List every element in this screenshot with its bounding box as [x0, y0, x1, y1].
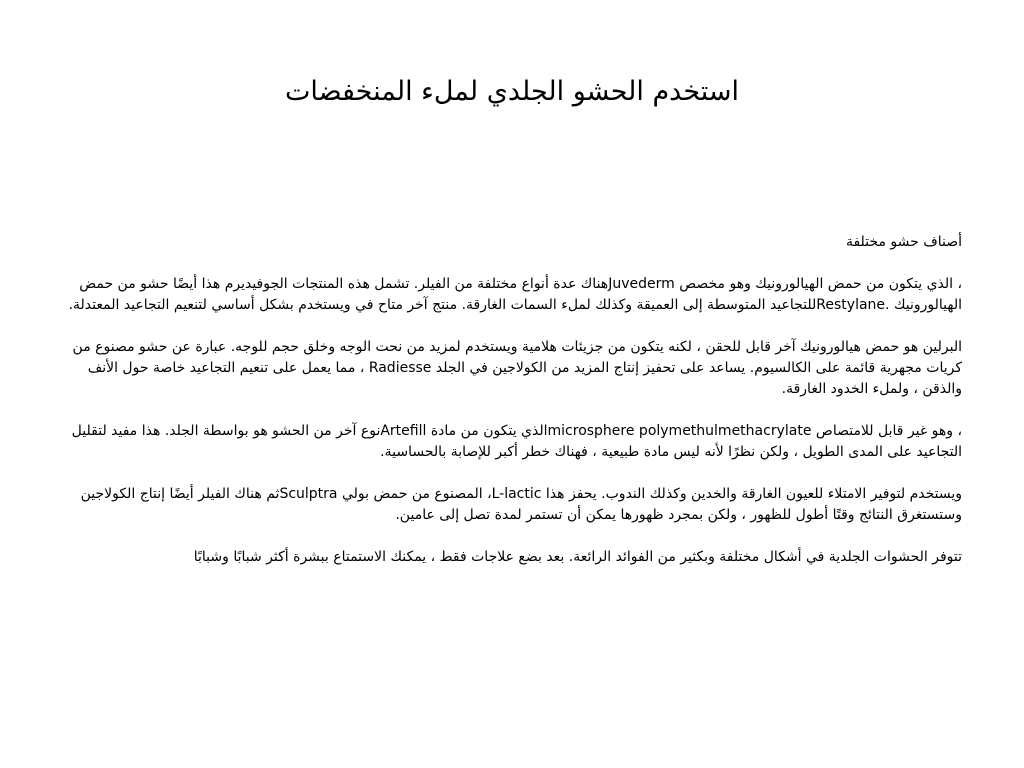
paragraph-perlane-radiesse: البرلين هو حمض هيالورونيك آخر قابل للحقن ، لكنه يتكون من جزيئات هلامية ويستخدم لمزيد من نحت الوجه وخلق حجم للوجه. عبارة عن حشو مصنوع من كريات مجهرية قائمة على الكالسيوم. يساعد على تحفيز إنتاج المزيد من الكولاجين في الجلد Radiesse ، مما يعمل على تنعيم التجاعيد خاصة حول الأنف والذقن ، ولملء الخدود الغارقة. — [72, 339, 962, 397]
paragraph-juvederm-restylane: ، الذي يتكون من حمض الهيالورونيك وهو مخصص Juvedermهناك عدة أنواع مختلفة من الفيلر. تشمل هذه المنتجات الجوفيديرم هذا أيضًا حشو من حمض الهيالورونيك .Restylaneللتجاعيد المتوسطة إلى العميقة وكذلك لملء السمات الغارقة. منتج آخر متاح في ويستخدم بشكل أساسي لتنعيم التجاعيد المعتدلة. — [68, 276, 962, 313]
paragraph-sculptra: ويستخدم لتوفير الامتلاء للعيون الغارقة والخدين وكذلك الندوب. يحفز هذا L-lactic، المصنوع من حمض بولي Sculptraثم هناك الفيلر أيضًا إنتاج الكولاجين وستستغرق النتائج وقتًا أطول للظهور ، ولكن بمجرد ظهورها يمكن أن تستمر لمدة تصل إلى عامين. — [80, 486, 962, 523]
section-heading: أصناف حشو مختلفة — [845, 234, 962, 250]
slide-title: استخدم الحشو الجلدي لملء المنخفضات — [284, 76, 740, 107]
paragraph-artefill: ، وهو غير قابل للامتصاص microsphere polymethulmethacrylateالذي يتكون من مادة Artefillنوع آخر من الحشو هو بواسطة الجلد. هذا مفيد لتقليل التجاعيد على المدى الطويل ، ولكن نظرًا لأنه ليس مادة طبيعية ، فهناك خطر أكبر للإصابة بالحساسية. — [71, 423, 962, 460]
slide-body — [66, 232, 962, 589]
paragraph-conclusion: تتوفر الحشوات الجلدية في أشكال مختلفة وبكثير من الفوائد الرائعة. بعد بضع علاجات فقط ، يمكنك الاستمتاع ببشرة أكثر شبابًا وشبابًا — [193, 549, 962, 565]
